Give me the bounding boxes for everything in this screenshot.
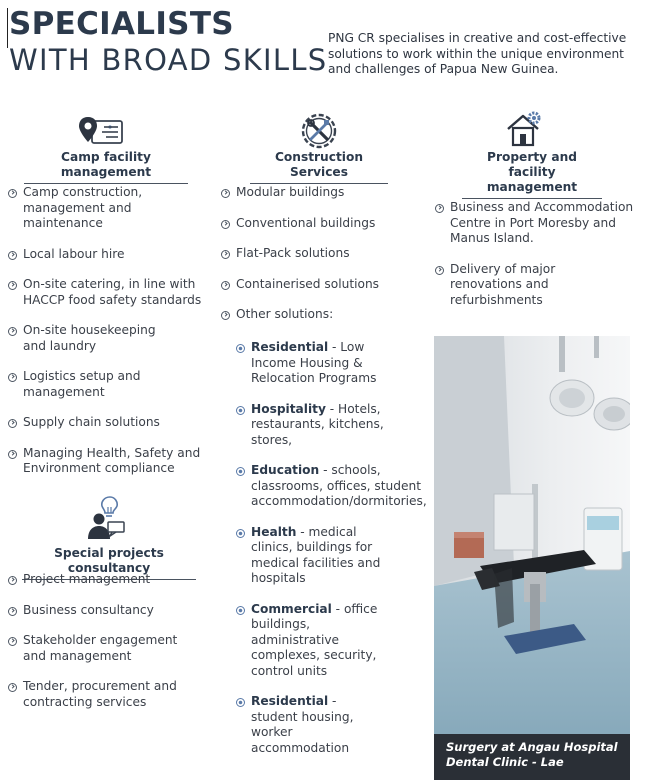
camp-list	[8, 185, 213, 477]
text-cursor	[7, 8, 8, 48]
special-list	[8, 572, 213, 710]
sub-list-item	[235, 602, 395, 680]
camp-heading-underline	[24, 183, 188, 184]
property-heading-underline	[462, 198, 602, 199]
construction-heading-underline	[250, 183, 388, 184]
list-item: Tender, procurement and contracting services	[8, 679, 188, 710]
sub-item-label: Health	[251, 524, 297, 539]
house-gear-icon	[505, 109, 545, 147]
list-item: Supply chain solutions	[8, 415, 213, 431]
consultant-lightbulb-icon	[86, 495, 128, 541]
special-heading-text: Special projects consultancy	[54, 546, 164, 575]
list-item: Conventional buildings	[221, 216, 426, 232]
sub-item-text: - student housing, worker accommodation	[251, 694, 354, 755]
other-solutions-list	[235, 340, 425, 756]
map-pin-card-icon	[78, 116, 126, 148]
list-item: Logistics setup and management	[8, 369, 148, 400]
intro-paragraph: PNG CR specialises in creative and cost-effective solutions to work within the unique environment and challenges of Papua New Guinea.	[328, 31, 627, 76]
list-item: Local labour hire	[8, 247, 213, 263]
list-item: Business and Accommodation Centre in Port Moresby and Manus Island.	[435, 200, 635, 247]
list-item: Camp construction, management and maintenance	[8, 185, 213, 232]
list-item: On-site catering, in line with HACCP food safety standards	[8, 277, 213, 308]
list-item: Business consultancy	[8, 603, 213, 619]
sub-list-item	[235, 694, 375, 756]
sub-item-label: Residential	[251, 694, 329, 708]
sub-item-text: - Low Income Housing & Relocation Programs	[251, 340, 377, 385]
construction-heading-text: Construction Services	[274, 150, 364, 179]
camp-heading-text: Camp facility management	[60, 150, 152, 179]
list-item: On-site housekeeping and laundry	[8, 323, 158, 354]
sub-item-text: - schools, classrooms, offices, student accommodation/dormitories,	[251, 463, 427, 508]
sub-item-label: Commercial	[251, 601, 332, 616]
list-item: Project management	[8, 572, 213, 588]
sub-list-item	[235, 402, 417, 449]
page-title-line1: SPECIALISTS	[9, 6, 234, 42]
sub-item-text: - office buildings, administrative complexes, security, control units	[251, 601, 378, 678]
list-item: Containerised solutions	[221, 277, 426, 293]
sub-list-item	[235, 463, 427, 510]
sub-list-item	[235, 525, 395, 587]
construction-list	[221, 185, 426, 323]
tools-gear-icon	[300, 112, 338, 150]
sub-list-item	[235, 340, 385, 387]
list-item: Delivery of major renovations and refurbishments	[435, 262, 615, 309]
page-title-line2: WITH BROAD SKILLS	[9, 43, 328, 77]
sub-item-text: - medical clinics, buildings for medical facilities and hospitals	[251, 524, 381, 585]
construction-heading	[250, 150, 388, 184]
list-item: Stakeholder engagement and management	[8, 633, 183, 664]
sub-item-label: Hospitality	[251, 401, 326, 416]
list-item: Modular buildings	[221, 185, 426, 201]
property-heading	[462, 150, 602, 199]
list-item: Flat-Pack solutions	[221, 246, 426, 262]
sub-item-label: Education	[251, 463, 320, 477]
camp-heading	[24, 150, 188, 184]
sub-item-label: Residential	[251, 340, 329, 354]
photo-caption: Surgery at Angau Hospital Dental Clinic - Lae	[434, 734, 630, 780]
list-item: Managing Health, Safety and Environment compliance	[8, 446, 213, 477]
sub-item-text: - Hotels, restaurants, kitchens, stores,	[251, 401, 384, 447]
property-heading-text: Property and facility management	[486, 150, 578, 194]
property-list	[435, 200, 635, 308]
list-item: Other solutions:	[221, 307, 426, 323]
surgery-photo-illustration	[434, 336, 630, 780]
surgery-photo	[434, 336, 630, 780]
